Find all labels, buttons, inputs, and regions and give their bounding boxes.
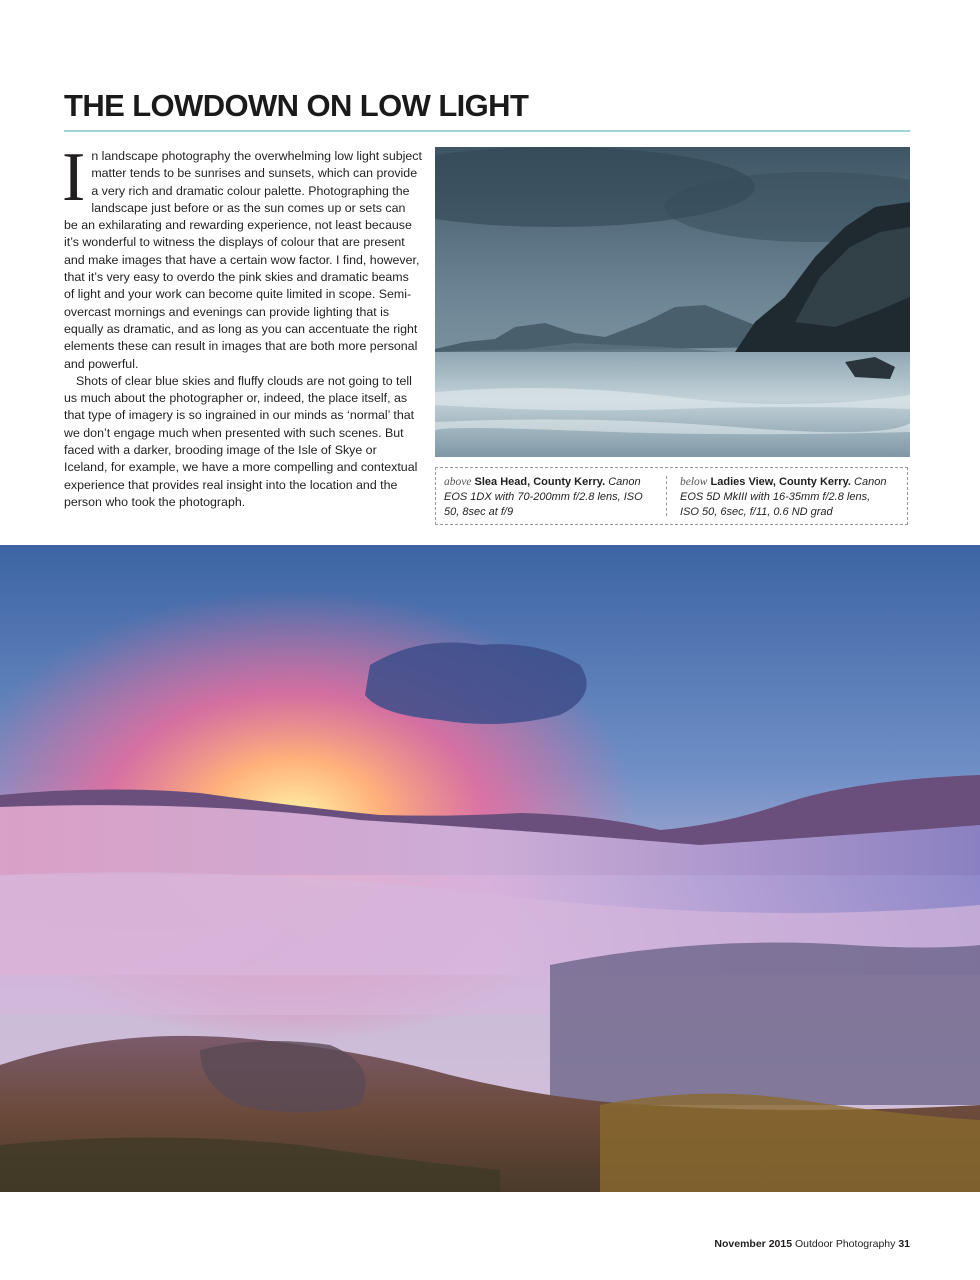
paragraph-1 [62, 139, 422, 373]
caption-below-detail: Canon EOS 5D MkIII with 16-35mm f/2.8 lens, ISO 50, 6sec, f/11, 0.6 ND grad [680, 476, 887, 518]
drop-cap: I [62, 139, 86, 216]
caption-above-lead: above [444, 476, 472, 488]
article-body [62, 139, 422, 511]
footer-date: November 2015 [714, 1238, 793, 1250]
footer-page-number: 31 [898, 1238, 910, 1250]
footer-magazine: Outdoor Photography [794, 1238, 896, 1250]
caption-above-title: Slea Head, County Kerry. [474, 476, 606, 488]
caption-below [680, 475, 890, 520]
headline-divider [64, 130, 910, 132]
paragraph-2: Shots of clear blue skies and fluffy clouds are not going to tell us much about the photographer or, indeed, the place itself, as that type of imagery is so ingrained in our minds as ‘normal’ that we don’t engage much when presented with such scenes. But faced with a darker, brooding image of the Isle of Skye or Iceland, for example, we have a more compelling and contextual experience that provides real insight into the location and the person who took the photograph. [64, 373, 418, 509]
caption-below-lead: below [680, 476, 708, 488]
caption-above-detail: Canon EOS 1DX with 70-200mm f/2.8 lens, ISO 50, 8sec at f/9 [444, 476, 643, 518]
page-footer [714, 1238, 910, 1250]
paragraph-1-text: n landscape photography the overwhelming low light subject matter tends to be sunrises and sunsets, which can provide a very rich and dramatic colour palette. Photographing the landscape just before or as the sun comes up or sets can be an exhilarating and rewarding experience, not least because it’s wonderful to witness the displays of colour that are present and make images that have a certain wow factor. I find, however, that it’s very easy to overdo the pink skies and dramatic beams of light and your work can become quite limited in scope. Semi-overcast mornings and evenings can provide lighting that is equally as dramatic, and as long as you can accentuate the right elements these can result in images that are both more personal and powerful. [64, 149, 422, 371]
caption-below-title: Ladies View, County Kerry. [710, 476, 851, 488]
photo-captions [435, 467, 908, 525]
caption-above [444, 475, 654, 520]
slea-head-photo [435, 147, 910, 457]
article-headline: THE LOWDOWN ON LOW LIGHT [64, 88, 529, 123]
caption-divider [666, 476, 667, 516]
ladies-view-photo [0, 545, 980, 1192]
